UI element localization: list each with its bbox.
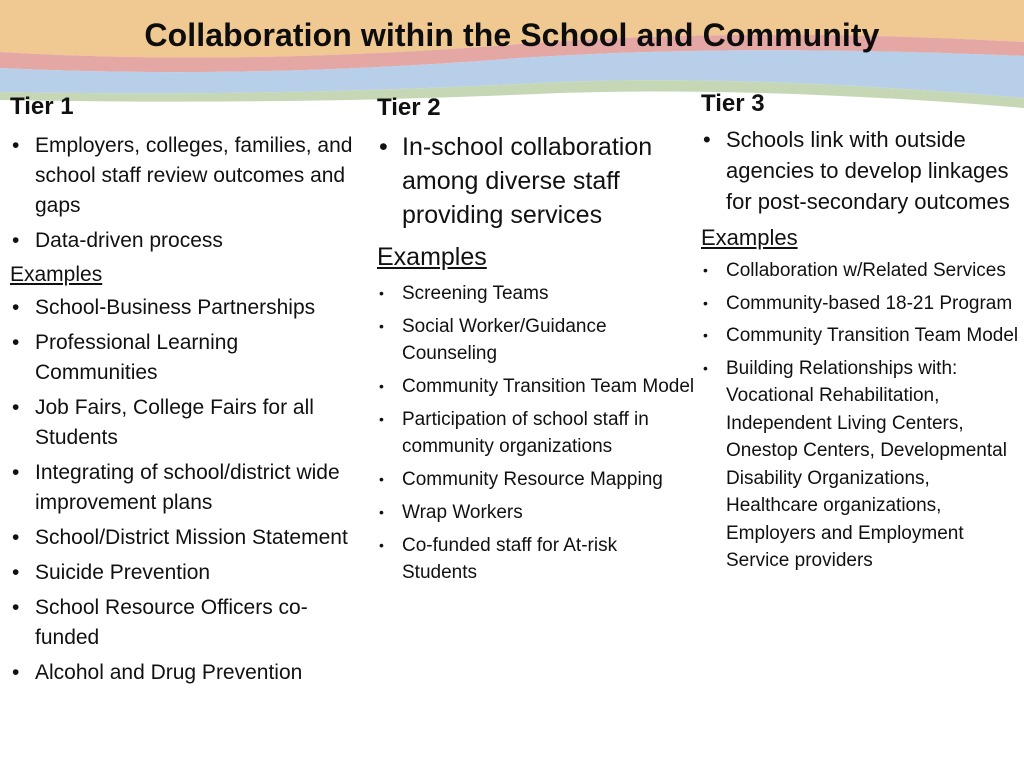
list-item: • Community Transition Team Model xyxy=(701,322,1021,350)
tier2-examples-label: Examples xyxy=(377,243,487,271)
list-item: • Social Worker/Guidance Counseling xyxy=(377,313,697,367)
tier2-heading: Tier 2 xyxy=(377,94,441,121)
tier1-column xyxy=(10,93,355,693)
list-item: • School/District Mission Statement xyxy=(10,523,355,553)
tier1-examples-label: Examples xyxy=(10,263,103,286)
tier2-column xyxy=(377,94,697,592)
slide-title: Collaboration within the School and Community xyxy=(144,17,880,53)
list-item: • Screening Teams xyxy=(377,280,697,307)
tier3-examples-label: Examples xyxy=(701,225,798,250)
tier1-bullet-list xyxy=(10,131,355,256)
list-item: • Community Resource Mapping xyxy=(377,466,697,493)
tier3-examples-list xyxy=(701,257,1021,575)
list-item: • Wrap Workers xyxy=(377,499,697,526)
list-item: • Employers, colleges, families, and school staff review outcomes and gaps xyxy=(10,131,355,221)
tier1-heading: Tier 1 xyxy=(10,93,74,120)
list-item: • Building Relationships with: Vocational Rehabilitation, Independent Living Centers, Onestop Centers, Developmental Disability Organizations, Healthcare organizations, Employers and Employment Service providers xyxy=(701,355,1021,575)
list-item: • Schools link with outside agencies to develop linkages for post-secondary outcomes xyxy=(701,124,1021,217)
list-item: • Collaboration w/Related Services xyxy=(701,257,1021,285)
list-item: • Data-driven process xyxy=(10,226,355,256)
tier3-column xyxy=(701,90,1021,580)
list-item: • Job Fairs, College Fairs for all Students xyxy=(10,393,355,453)
list-item: • Alcohol and Drug Prevention xyxy=(10,658,355,688)
list-item: • Community-based 18-21 Program xyxy=(701,290,1021,318)
list-item: • Professional Learning Communities xyxy=(10,328,355,388)
tier2-bullet-list xyxy=(377,130,697,232)
list-item: • School Resource Officers co-funded xyxy=(10,593,355,653)
tier3-heading: Tier 3 xyxy=(701,90,765,117)
tier3-bullet-list xyxy=(701,124,1021,217)
list-item: • Community Transition Team Model xyxy=(377,373,697,400)
list-item: • Suicide Prevention xyxy=(10,558,355,588)
list-item: • School-Business Partnerships xyxy=(10,293,355,323)
list-item: • In-school collaboration among diverse staff providing services xyxy=(377,130,697,232)
tier2-examples-list xyxy=(377,280,697,586)
list-item: • Co-funded staff for At-risk Students xyxy=(377,532,697,586)
tier1-examples-list xyxy=(10,293,355,688)
list-item: • Integrating of school/district wide improvement plans xyxy=(10,458,355,518)
list-item: • Participation of school staff in community organizations xyxy=(377,406,697,460)
